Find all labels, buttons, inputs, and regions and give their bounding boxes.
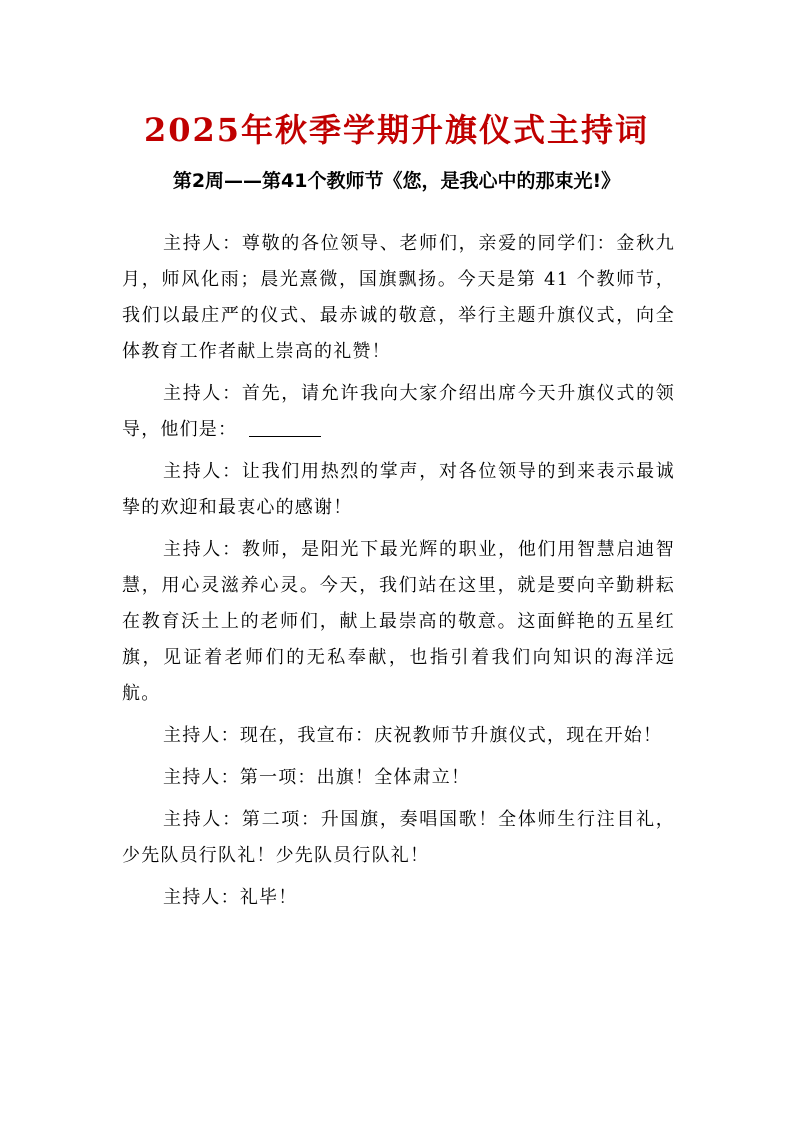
paragraph-text: 第一项：出旗！全体肃立！ — [239, 767, 471, 788]
speaker-label: 主持人： — [163, 383, 242, 404]
fill-in-blank-line — [249, 416, 321, 437]
speaker-label: 主持人： — [163, 809, 242, 830]
paragraph — [122, 226, 675, 370]
paragraph — [122, 376, 675, 448]
paragraph-text: 尊敬的各位领导、老师们，亲爱的同学们：金秋九月，师风化雨；晨光熹微，国旗飘扬。今天是第 41 个教师节，我们以最庄严的仪式、最赤诚的敬意，举行主题升旗仪式，向全体教育工作者献上崇高的礼赞！ — [122, 233, 675, 362]
page-subtitle: 第2周——第41个教师节《您，是我心中的那束光!》 — [172, 170, 621, 192]
paragraph-text: 礼毕！ — [239, 887, 298, 908]
speaker-label: 主持人： — [163, 233, 242, 254]
speaker-label: 主持人： — [163, 539, 242, 560]
paragraph — [122, 532, 675, 712]
paragraph-text: 现在，我宣布：庆祝教师节升旗仪式，现在开始！ — [239, 725, 663, 746]
speaker-label: 主持人： — [163, 725, 240, 746]
paragraph-text: 教师，是阳光下最光辉的职业，他们用智慧启迪智慧，用心灵滋养心灵。今天，我们站在这里，就是要向辛勤耕耘在教育沃土上的老师们，献上最崇高的敬意。这面鲜艳的五星红旗，见证着老师们的无私奉献，也指引着我们向知识的海洋远航。 — [122, 539, 675, 704]
paragraph-text: 第二项：升国旗，奏唱国歌！全体师生行注目礼，少先队员行队礼！少先队员行队礼！ — [122, 809, 675, 866]
document-body — [122, 226, 675, 922]
paragraph-text: 让我们用热烈的掌声，对各位领导的到来表示最诚挚的欢迎和最衷心的感谢！ — [122, 461, 675, 518]
speaker-label: 主持人： — [163, 461, 242, 482]
paragraph — [122, 454, 675, 526]
page-title: 2025年秋季学期升旗仪式主持词 — [143, 111, 650, 149]
paragraph-text: 首先，请允许我向大家介绍出席今天升旗仪式的领导，他们是： — [122, 383, 675, 440]
paragraph — [122, 760, 675, 796]
paragraph — [122, 802, 675, 874]
paragraph — [122, 880, 675, 916]
paragraph — [122, 718, 675, 754]
speaker-label: 主持人： — [163, 767, 240, 788]
speaker-label: 主持人： — [163, 887, 240, 908]
